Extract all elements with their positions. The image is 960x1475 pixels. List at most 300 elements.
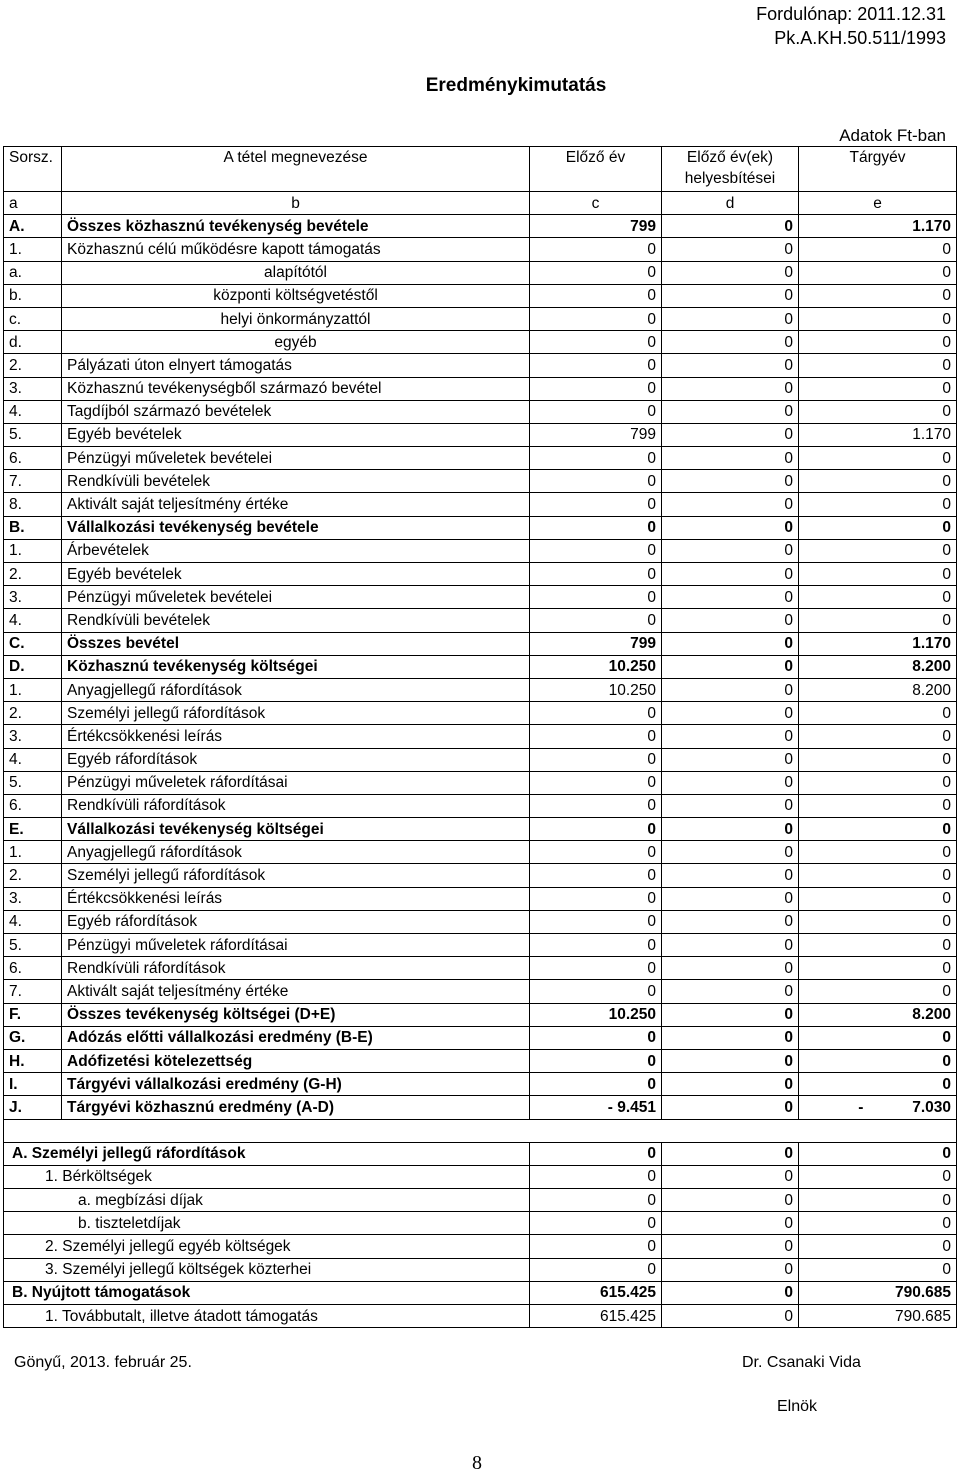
table-row <box>4 493 957 516</box>
row-label: egyéb <box>62 331 530 354</box>
row-corrections: 0 <box>662 1073 799 1096</box>
registration-number: Pk.A.KH.50.511/1993 <box>774 28 946 48</box>
supplement-prev-year: 0 <box>530 1235 662 1258</box>
table-row <box>4 934 957 957</box>
row-corrections: 0 <box>662 1003 799 1026</box>
unit-note: Adatok Ft-ban <box>839 126 946 145</box>
row-serial: 4. <box>4 400 62 423</box>
row-prev-year: 10.250 <box>530 655 662 678</box>
table-row <box>4 307 957 330</box>
row-corrections: 0 <box>662 400 799 423</box>
row-label: Vállalkozási tevékenység bevétele <box>62 516 530 539</box>
row-label: Aktivált saját teljesítmény értéke <box>62 493 530 516</box>
supplement-label: A. Személyi jellegű ráfordítások <box>4 1142 530 1165</box>
row-current-year: 0 <box>799 307 957 330</box>
row-corrections: 0 <box>662 586 799 609</box>
row-current-year: 0 <box>799 400 957 423</box>
row-current-year: 0 <box>799 841 957 864</box>
row-corrections: 0 <box>662 678 799 701</box>
table-row <box>4 400 957 423</box>
table-row <box>4 1073 957 1096</box>
row-current-year: 0 <box>799 563 957 586</box>
row-current-year: 0 <box>799 447 957 470</box>
table-row <box>4 563 957 586</box>
supplement-current-year: 0 <box>799 1165 957 1188</box>
income-statement-table <box>3 146 957 1328</box>
row-prev-year: 0 <box>530 957 662 980</box>
table-row <box>4 215 957 238</box>
supplement-corrections: 0 <box>662 1281 799 1304</box>
row-corrections: 0 <box>662 307 799 330</box>
row-label: Anyagjellegű ráfordítások <box>62 841 530 864</box>
row-label: Rendkívüli ráfordítások <box>62 794 530 817</box>
letter-a: a <box>4 192 62 215</box>
row-current-year: 0 <box>799 284 957 307</box>
row-serial: J. <box>4 1096 62 1119</box>
page-title: Eredménykimutatás <box>425 75 607 96</box>
negative-sign: - <box>858 1098 864 1116</box>
row-prev-year: 799 <box>530 632 662 655</box>
row-prev-year: 0 <box>530 284 662 307</box>
row-corrections: 0 <box>662 725 799 748</box>
supplement-corrections: 0 <box>662 1142 799 1165</box>
letter-e: e <box>799 192 957 215</box>
row-corrections: 0 <box>662 980 799 1003</box>
header-serial: Sorsz. <box>4 147 62 192</box>
row-current-year: 0 <box>799 354 957 377</box>
table-row <box>4 539 957 562</box>
row-serial: 4. <box>4 609 62 632</box>
row-current-year: 0 <box>799 331 957 354</box>
row-prev-year: 0 <box>530 400 662 423</box>
supplement-corrections: 0 <box>662 1258 799 1281</box>
row-current-year: 0 <box>799 470 957 493</box>
table-row <box>4 678 957 701</box>
row-serial: 2. <box>4 702 62 725</box>
row-serial: I. <box>4 1073 62 1096</box>
supplement-current-year: 790.685 <box>799 1305 957 1328</box>
row-prev-year: 799 <box>530 423 662 446</box>
table-header-row <box>4 147 957 192</box>
supplement-row <box>4 1142 957 1165</box>
row-label: Egyéb ráfordítások <box>62 910 530 933</box>
row-prev-year: 0 <box>530 261 662 284</box>
row-current-year <box>799 1096 957 1119</box>
row-current-year: 0 <box>799 980 957 1003</box>
row-prev-year: 0 <box>530 934 662 957</box>
row-prev-year: 0 <box>530 818 662 841</box>
spacer-cell <box>4 1119 957 1142</box>
row-label: Rendkívüli bevételek <box>62 470 530 493</box>
row-label: Pénzügyi műveletek ráfordításai <box>62 934 530 957</box>
reporting-date: Fordulónap: 2011.12.31 <box>756 4 946 24</box>
row-corrections: 0 <box>662 609 799 632</box>
row-label: Közhasznú célú működésre kapott támogatás <box>62 238 530 261</box>
supplement-row <box>4 1212 957 1235</box>
row-label: Személyi jellegű ráfordítások <box>62 702 530 725</box>
table-row <box>4 1026 957 1049</box>
row-label: Vállalkozási tevékenység költségei <box>62 818 530 841</box>
row-serial: 6. <box>4 957 62 980</box>
table-row <box>4 771 957 794</box>
row-corrections: 0 <box>662 841 799 864</box>
table-row <box>4 331 957 354</box>
row-current-year: 0 <box>799 539 957 562</box>
row-serial: 4. <box>4 748 62 771</box>
row-label: Tárgyévi vállalkozási eredmény (G-H) <box>62 1073 530 1096</box>
row-current-year: 0 <box>799 818 957 841</box>
row-corrections: 0 <box>662 331 799 354</box>
table-row <box>4 725 957 748</box>
row-serial: 2. <box>4 864 62 887</box>
row-corrections: 0 <box>662 1026 799 1049</box>
row-prev-year: 0 <box>530 447 662 470</box>
row-corrections: 0 <box>662 238 799 261</box>
table-row <box>4 794 957 817</box>
row-prev-year: 0 <box>530 586 662 609</box>
row-label: helyi önkormányzattól <box>62 307 530 330</box>
supplement-label: b. tiszteletdíjak <box>4 1212 530 1235</box>
table-row <box>4 748 957 771</box>
row-serial: d. <box>4 331 62 354</box>
row-label: Aktivált saját teljesítmény értéke <box>62 980 530 1003</box>
table-row <box>4 609 957 632</box>
row-current-year: 0 <box>799 1049 957 1072</box>
row-current-year: 8.200 <box>799 655 957 678</box>
row-label: Adófizetési kötelezettség <box>62 1049 530 1072</box>
page-number: 8 <box>472 1452 482 1474</box>
row-corrections: 0 <box>662 470 799 493</box>
row-prev-year: 0 <box>530 702 662 725</box>
row-prev-year: 0 <box>530 1049 662 1072</box>
row-corrections: 0 <box>662 423 799 446</box>
signer-name: Dr. Csanaki Vida <box>742 1354 861 1371</box>
row-prev-year: 0 <box>530 748 662 771</box>
supplement-corrections: 0 <box>662 1165 799 1188</box>
supplement-row <box>4 1305 957 1328</box>
row-prev-year: 0 <box>530 516 662 539</box>
row-serial: 2. <box>4 563 62 586</box>
row-prev-year: 0 <box>530 307 662 330</box>
table-row <box>4 586 957 609</box>
row-corrections: 0 <box>662 632 799 655</box>
row-label: Rendkívüli bevételek <box>62 609 530 632</box>
row-current-year: 0 <box>799 609 957 632</box>
row-current-year: 1.170 <box>799 215 957 238</box>
row-label: Egyéb bevételek <box>62 423 530 446</box>
row-serial: 1. <box>4 678 62 701</box>
row-current-year: 0 <box>799 910 957 933</box>
row-corrections: 0 <box>662 934 799 957</box>
table-row <box>4 702 957 725</box>
table-row <box>4 957 957 980</box>
row-prev-year: 0 <box>530 331 662 354</box>
row-label: központi költségvetéstől <box>62 284 530 307</box>
row-prev-year: 10.250 <box>530 678 662 701</box>
row-serial: 5. <box>4 423 62 446</box>
supplement-prev-year: 615.425 <box>530 1305 662 1328</box>
row-prev-year: 0 <box>530 493 662 516</box>
row-prev-year: 0 <box>530 1026 662 1049</box>
row-serial: 1. <box>4 841 62 864</box>
row-label: Pénzügyi műveletek bevételei <box>62 447 530 470</box>
row-current-year: 0 <box>799 516 957 539</box>
row-label: Személyi jellegű ráfordítások <box>62 864 530 887</box>
row-corrections: 0 <box>662 354 799 377</box>
supplement-label: 2. Személyi jellegű egyéb költségek <box>4 1235 530 1258</box>
row-serial: 7. <box>4 980 62 1003</box>
row-serial: 6. <box>4 447 62 470</box>
row-prev-year: 0 <box>530 794 662 817</box>
row-prev-year: 0 <box>530 864 662 887</box>
row-prev-year: 0 <box>530 910 662 933</box>
row-corrections: 0 <box>662 957 799 980</box>
table-row <box>4 910 957 933</box>
row-label: Pályázati úton elnyert támogatás <box>62 354 530 377</box>
letter-c: c <box>530 192 662 215</box>
row-serial: 8. <box>4 493 62 516</box>
table-row <box>4 1049 957 1072</box>
table-row <box>4 238 957 261</box>
row-prev-year: 0 <box>530 609 662 632</box>
row-current-year: 0 <box>799 887 957 910</box>
place-and-date: Gönyű, 2013. február 25. <box>14 1354 192 1371</box>
row-prev-year: 0 <box>530 841 662 864</box>
header-corrections-line2: helyesbítései <box>684 170 776 187</box>
row-corrections: 0 <box>662 655 799 678</box>
row-corrections: 0 <box>662 794 799 817</box>
row-corrections: 0 <box>662 215 799 238</box>
supplement-current-year: 0 <box>799 1212 957 1235</box>
supplement-current-year: 0 <box>799 1189 957 1212</box>
supplement-label: a. megbízási díjak <box>4 1189 530 1212</box>
section-spacer <box>4 1119 957 1142</box>
supplement-label: 3. Személyi jellegű költségek közterhei <box>4 1258 530 1281</box>
row-serial: 7. <box>4 470 62 493</box>
row-current-year: 0 <box>799 261 957 284</box>
row-corrections: 0 <box>662 771 799 794</box>
supplement-prev-year: 615.425 <box>530 1281 662 1304</box>
row-current-year: 0 <box>799 957 957 980</box>
row-prev-year: 0 <box>530 377 662 400</box>
table-row <box>4 655 957 678</box>
row-serial: 1. <box>4 539 62 562</box>
supplement-row <box>4 1235 957 1258</box>
table-row <box>4 377 957 400</box>
table-row <box>4 447 957 470</box>
header-corrections-line1: Előző év(ek) <box>686 149 774 166</box>
row-serial: 6. <box>4 794 62 817</box>
row-serial: 4. <box>4 910 62 933</box>
row-label: Pénzügyi műveletek ráfordításai <box>62 771 530 794</box>
row-current-year: 0 <box>799 748 957 771</box>
row-serial: a. <box>4 261 62 284</box>
row-prev-year: 0 <box>530 354 662 377</box>
header-prev-year: Előző év <box>530 147 662 192</box>
row-label: Értékcsökkenési leírás <box>62 725 530 748</box>
document-header <box>756 2 946 50</box>
row-serial: D. <box>4 655 62 678</box>
supplement-label: B. Nyújtott támogatások <box>4 1281 530 1304</box>
supplement-prev-year: 0 <box>530 1189 662 1212</box>
row-current-year: 0 <box>799 934 957 957</box>
row-current-year: 0 <box>799 702 957 725</box>
row-serial: b. <box>4 284 62 307</box>
row-prev-year: - 9.451 <box>530 1096 662 1119</box>
row-serial: 3. <box>4 725 62 748</box>
row-corrections: 0 <box>662 1096 799 1119</box>
header-current-year: Tárgyév <box>799 147 957 192</box>
row-label: Közhasznú tevékenység költségei <box>62 655 530 678</box>
current-year-value: 7.030 <box>912 1098 951 1116</box>
row-label: Egyéb ráfordítások <box>62 748 530 771</box>
supplement-corrections: 0 <box>662 1305 799 1328</box>
supplement-prev-year: 0 <box>530 1165 662 1188</box>
row-label: Anyagjellegű ráfordítások <box>62 678 530 701</box>
row-serial: 1. <box>4 238 62 261</box>
row-corrections: 0 <box>662 447 799 470</box>
row-serial: G. <box>4 1026 62 1049</box>
row-serial: 5. <box>4 771 62 794</box>
row-corrections: 0 <box>662 910 799 933</box>
row-current-year: 1.170 <box>799 423 957 446</box>
row-current-year: 0 <box>799 725 957 748</box>
row-prev-year: 0 <box>530 887 662 910</box>
row-current-year: 8.200 <box>799 1003 957 1026</box>
row-serial: H. <box>4 1049 62 1072</box>
row-corrections: 0 <box>662 702 799 725</box>
supplement-corrections: 0 <box>662 1235 799 1258</box>
row-serial: B. <box>4 516 62 539</box>
row-serial: 2. <box>4 354 62 377</box>
supplement-row <box>4 1165 957 1188</box>
row-label: Közhasznú tevékenységből származó bevétel <box>62 377 530 400</box>
row-corrections: 0 <box>662 284 799 307</box>
table-row <box>4 354 957 377</box>
table-row <box>4 470 957 493</box>
signer-role: Elnök <box>777 1398 818 1415</box>
row-corrections: 0 <box>662 864 799 887</box>
table-row <box>4 516 957 539</box>
supplement-label: 1. Továbbutalt, illetve átadott támogatás <box>4 1305 530 1328</box>
table-row <box>4 632 957 655</box>
row-prev-year: 0 <box>530 1073 662 1096</box>
table-row <box>4 864 957 887</box>
row-corrections: 0 <box>662 563 799 586</box>
table-row <box>4 284 957 307</box>
row-label: Egyéb bevételek <box>62 563 530 586</box>
row-current-year: 0 <box>799 771 957 794</box>
supplement-row <box>4 1189 957 1212</box>
header-item-name: A tétel megnevezése <box>62 147 530 192</box>
row-current-year: 0 <box>799 493 957 516</box>
row-serial: 5. <box>4 934 62 957</box>
row-prev-year: 10.250 <box>530 1003 662 1026</box>
column-letters-row <box>4 192 957 215</box>
supplement-prev-year: 0 <box>530 1258 662 1281</box>
row-corrections: 0 <box>662 748 799 771</box>
row-corrections: 0 <box>662 818 799 841</box>
row-prev-year: 0 <box>530 725 662 748</box>
supplement-label: 1. Bérköltségek <box>4 1165 530 1188</box>
row-label: Összes bevétel <box>62 632 530 655</box>
row-current-year: 0 <box>799 586 957 609</box>
supplement-current-year: 0 <box>799 1235 957 1258</box>
table-row <box>4 980 957 1003</box>
row-current-year: 8.200 <box>799 678 957 701</box>
supplement-corrections: 0 <box>662 1189 799 1212</box>
row-label: Értékcsökkenési leírás <box>62 887 530 910</box>
table-row <box>4 887 957 910</box>
row-label: alapítótól <box>62 261 530 284</box>
supplement-corrections: 0 <box>662 1212 799 1235</box>
row-label: Tárgyévi közhasznú eredmény (A-D) <box>62 1096 530 1119</box>
row-label: Összes közhasznú tevékenység bevétele <box>62 215 530 238</box>
row-label: Tagdíjból származó bevételek <box>62 400 530 423</box>
row-prev-year: 0 <box>530 771 662 794</box>
supplement-prev-year: 0 <box>530 1212 662 1235</box>
row-label: Adózás előtti vállalkozási eredmény (B-E) <box>62 1026 530 1049</box>
table-row <box>4 261 957 284</box>
supplement-row <box>4 1258 957 1281</box>
row-prev-year: 0 <box>530 563 662 586</box>
table-row <box>4 841 957 864</box>
row-corrections: 0 <box>662 516 799 539</box>
row-prev-year: 0 <box>530 238 662 261</box>
row-prev-year: 0 <box>530 980 662 1003</box>
row-label: Összes tevékenység költségei (D+E) <box>62 1003 530 1026</box>
row-current-year: 1.170 <box>799 632 957 655</box>
supplement-row <box>4 1281 957 1304</box>
row-label: Árbevételek <box>62 539 530 562</box>
letter-b: b <box>62 192 530 215</box>
row-label: Pénzügyi műveletek bevételei <box>62 586 530 609</box>
row-serial: E. <box>4 818 62 841</box>
row-corrections: 0 <box>662 377 799 400</box>
row-current-year: 0 <box>799 238 957 261</box>
row-serial: 3. <box>4 586 62 609</box>
row-current-year: 0 <box>799 1073 957 1096</box>
supplement-current-year: 0 <box>799 1258 957 1281</box>
row-prev-year: 0 <box>530 470 662 493</box>
row-current-year: 0 <box>799 864 957 887</box>
supplement-current-year: 0 <box>799 1142 957 1165</box>
row-prev-year: 0 <box>530 539 662 562</box>
row-corrections: 0 <box>662 261 799 284</box>
row-current-year: 0 <box>799 377 957 400</box>
row-current-year: 0 <box>799 1026 957 1049</box>
header-corrections <box>662 147 799 192</box>
row-prev-year: 799 <box>530 215 662 238</box>
letter-d: d <box>662 192 799 215</box>
table-row <box>4 1096 957 1119</box>
supplement-prev-year: 0 <box>530 1142 662 1165</box>
row-corrections: 0 <box>662 887 799 910</box>
row-serial: 3. <box>4 887 62 910</box>
row-serial: 3. <box>4 377 62 400</box>
table-row <box>4 818 957 841</box>
row-serial: A. <box>4 215 62 238</box>
supplement-current-year: 790.685 <box>799 1281 957 1304</box>
row-current-year: 0 <box>799 794 957 817</box>
row-serial: c. <box>4 307 62 330</box>
row-corrections: 0 <box>662 493 799 516</box>
row-serial: C. <box>4 632 62 655</box>
table-row <box>4 423 957 446</box>
row-corrections: 0 <box>662 1049 799 1072</box>
table-row <box>4 1003 957 1026</box>
row-serial: F. <box>4 1003 62 1026</box>
